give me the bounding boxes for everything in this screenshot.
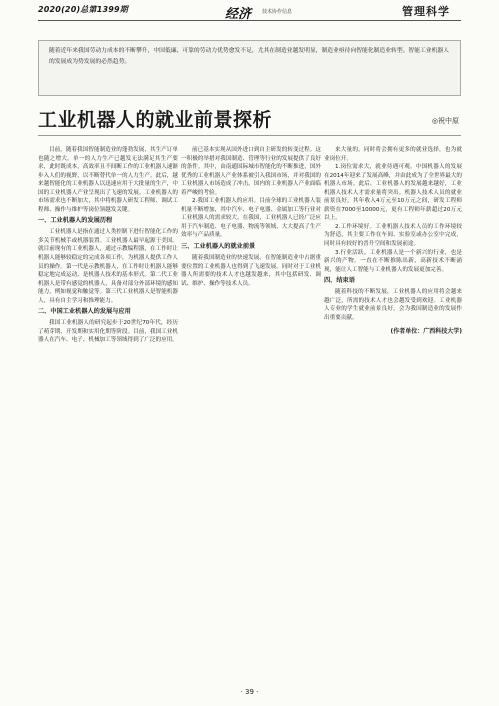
column-3 xyxy=(324,146,462,668)
article-title: 工业机器人的就业前景探析 xyxy=(38,109,273,131)
journal-logo: 经济 xyxy=(225,7,252,22)
journal-subtitle: 技术协作信息 xyxy=(262,9,293,15)
section-title: 管理科学 xyxy=(402,5,450,18)
article-author: ◎祝中原 xyxy=(431,117,459,125)
paragraph: 前已基本实现从国外进口到自主研发的转变过程。这一积极的举措对我国制造、管理等行业的发展提供了良好的条件。其中，由南通国际城市智能化的不断推进，国外优秀的工业机器人产业体系被引入我国市场，并对我国的工业机器人市场造成了冲击。国内的工业机器人产业面临着严峻的考验。 xyxy=(181,147,321,196)
paragraph: 我国工业机器人的研究起步于20世纪70年代，经历了萌芽期、开发期和实用化期等阶段。目前，我国工业机器人在汽车、电子、机械加工等领域得到了广泛的应用。 xyxy=(38,320,178,344)
paragraph: 随着科技的不断发展，工业机器人的应用将会越来越广泛，所需的技术人才也会越发受到欢迎。工业机器人专业的学生就业前景良好，会为我国制造业的发展作出重要贡献。 xyxy=(324,289,462,321)
paragraph: 来大量的，同时将会拥有更多的就业选择，也为就业岗位开。 xyxy=(324,147,462,162)
paragraph: 3.行业活跃。工业机器人是一个新兴的行业，也是新兴的产物，一直在不断推陈出新，高新技术不断涌现，能让人工智能与工业机器人的发展更加完善。 xyxy=(324,249,462,273)
paragraph: 2.工作环境好。工业机器人技术人员的工作环境较为舒适，其主要工作在车间、实验室或办公室中完成，同时具有较好的晋升空间和发展前途。 xyxy=(324,223,462,248)
paragraph: 2.我国工业机器人的应用。目前全球的工业机器人装机量不断增加，其中汽车、电子电器、金属加工等行业对工业机器人的需求较大。在我国，工业机器人已经广泛应用于汽车制造、电子电器、物流等领域，大大提高了生产效率与产品质量。 xyxy=(181,198,321,239)
column-1 xyxy=(38,146,178,668)
page-header xyxy=(0,0,499,22)
issue-number: 2020(20)总第1399期 xyxy=(38,5,128,14)
section-heading-4: 四、结束语 xyxy=(324,277,355,285)
paragraph: 1.岗位需求大，就业待遇可观。中国机器人的发展在2014年迎来了发展高峰，并由此成为了全世界最大的机器人市场。此后，工业机器人的发展越来越好，工业机器人技术人才需求量将突出。机器人技术人员的就业前景良好，其年收入4万元至10万元之间，研发工程师薪资在7000至10000元，更有工程师年薪超过20万元以上。 xyxy=(324,164,462,222)
section-heading-2: 二、中国工业机器人的发展与应用 xyxy=(38,308,131,316)
page-number: · 39 · xyxy=(240,688,259,696)
abstract-box: 随着近年来我国劳动力成本的不断攀升，中国低廉、可靠的劳动力优势愈发不足，尤其在制造业越发明显，制造业亟待向智能化制造业转型。智能工业机器人的发展成为势发展的必然趋势。 xyxy=(38,40,461,96)
author-affiliation: (作者单位：广西科技大学) xyxy=(390,328,462,336)
section-heading-3: 三、工业机器人的就业前景 xyxy=(181,243,256,251)
intro-paragraph: 目前，随着我国智能制造业的蓬勃发展，其生产订单也随之增大。单一的人力生产已越发无法满足其生产要求，此时既成本，高效率且不间断工作的工业机器人速渐步入人们的视野，以不断替代单一的人力生产。此后，越来越智能化的工业机器人以迅速应用于大批量的生产，中国的工业机器人产业呈现出了飞速的发展。工业机器人的市场需求也不断加大，其中将机器人研发工程师、调试工程师、操作与维护等岗位领越发关键。 xyxy=(38,147,178,213)
header-divider xyxy=(38,20,461,21)
title-divider xyxy=(38,135,461,136)
paragraph: 工业机器人是指在通过人类控制下进行智能化工作的多关节机械手或机器装置。工业机器人最早起源于美国。就目前现有的工业机器人，通过示教编程器，在工作时让机器人能够较稳定的完成各项工作，为机器人提供工作人员的操作。第一代是示教机器人，在工作时让机器人能够稳定地完成运动，是机器人技术的基本形式。第二代工业机器人是带有感觉的机器人，具备对部分外部环境的感知能力，例如视觉和触觉等。第三代工业机器人是智能机器人，具有自主学习和推理能力。 xyxy=(38,229,178,304)
paragraph: 随着我国制造业的快速发展，在智能制造业中占据重要位置的工业机器人也得到了飞速发展。同时对于工业机器人所需要的技术人才也越发越来，其中包括研发、调试、维护、操作等技术人员。 xyxy=(181,255,321,287)
section-heading-1: 一、工业机器人的发展历程 xyxy=(38,217,113,225)
column-2 xyxy=(181,146,321,668)
